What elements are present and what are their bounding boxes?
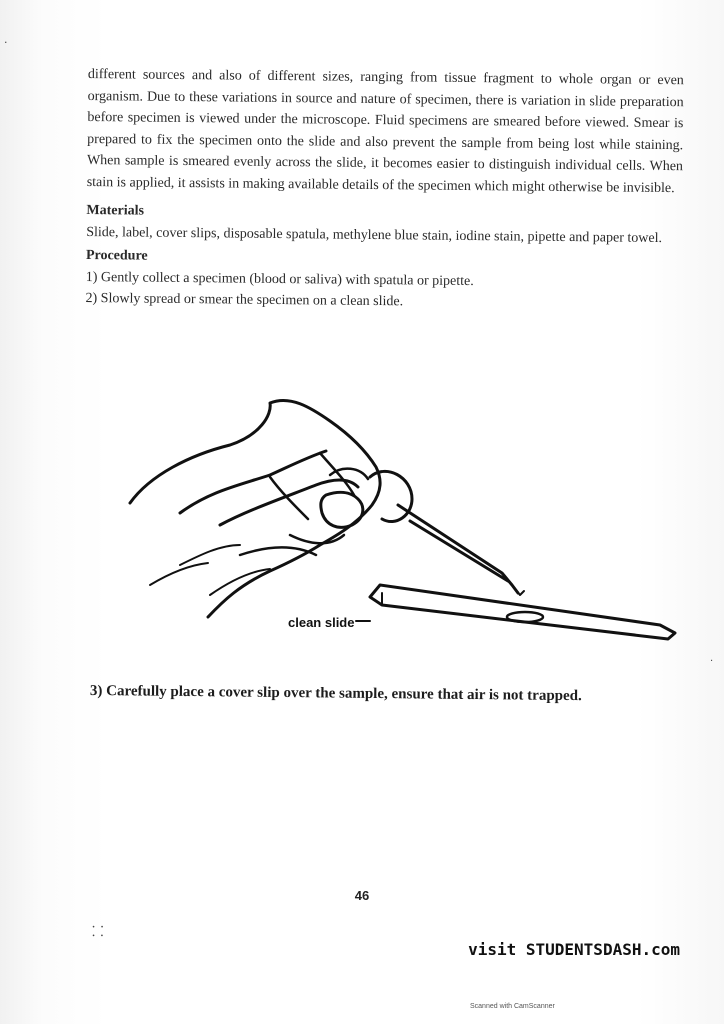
scan-speck-top-left: · (4, 36, 8, 49)
scan-mark-bottom-left: ⸬ (92, 924, 104, 940)
smear-illustration (120, 395, 680, 655)
scan-speck-right: · (710, 656, 714, 667)
procedure-step-1: 1) Gently collect a specimen (blood or saliva) with spatula or pipette. (85, 269, 474, 289)
footer-watermark: visit STUDENTSDASH.com (468, 940, 680, 959)
procedure-heading: Procedure (85, 247, 148, 264)
materials-text: Slide, label, cover slips, disposable spatula, methylene blue stain, iodine stain, pipette and paper towel. (86, 224, 663, 246)
scanner-credit: Scanned with CamScanner (470, 1003, 555, 1010)
intro-paragraph: different sources and also of different sizes, ranging from tissue fragment to whole organ or even organism. Due to these variations in source and nature of specimen, there is variation in slide preparation before specimen is viewed under the microscope. Fluid specimens are smeared before viewed. Smear is prepared to fix the specimen onto the slide and also prevent the sample from being lost while staining. When sample is smeared evenly across the slide, it becomes easier to distinguish individual cells. When stain is applied, it assists in making available details of the specimen which might otherwise be invisible. (86, 66, 684, 196)
main-text-block (85, 64, 684, 316)
page-number: 46 (354, 888, 370, 903)
materials-heading: Materials (86, 202, 145, 219)
procedure-step-2: 2) Slowly spread or smear the specimen on a clean slide. (85, 290, 404, 310)
procedure-step-3: 3) Carefully place a cover slip over the sample, ensure that air is not trapped. (89, 683, 582, 705)
clean-slide-label: clean slide (288, 615, 355, 630)
